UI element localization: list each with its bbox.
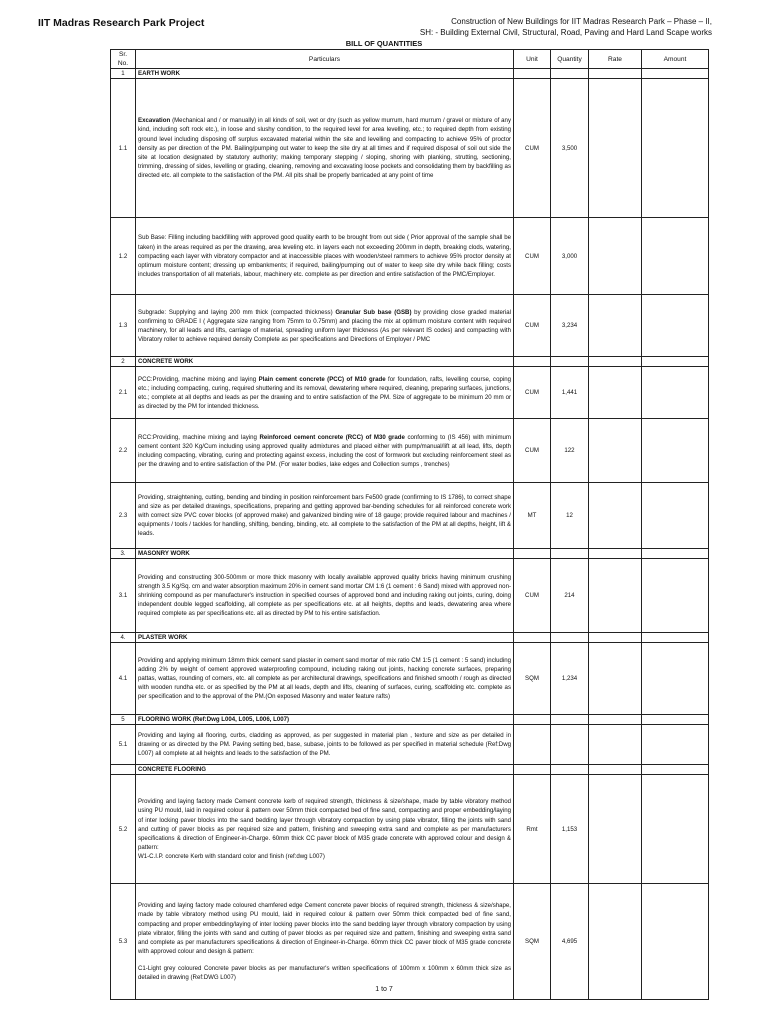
amount-cell <box>642 715 709 725</box>
item-subtype: C1-Light grey coloured Concrete paver blocks as per manufacturer's written specifications of 100mm x 100mm x 60mm thick size as detailed in drawing (Ref:DWG L007) <box>138 964 511 981</box>
item-number: 1.3 <box>111 295 136 357</box>
amount-cell <box>642 884 709 1000</box>
amount-cell <box>642 295 709 357</box>
section-row <box>111 357 709 367</box>
item-quantity: 122 <box>551 419 589 483</box>
item-number: 1.1 <box>111 79 136 218</box>
amount-cell <box>642 69 709 79</box>
rate-cell <box>589 765 642 775</box>
item-keyword: Granular Sub base (GSB) <box>335 308 412 316</box>
contract-line-2: SH: - Building External Civil, Structural, Road, Paving and Hard Land Scape works <box>419 28 712 37</box>
item-text: Providing and laying factory made coloured chamfered edge Cement concrete paver blocks of required strength, thickness & size/shape, made by table vibratory method using PU mould, laid in required colour & pattern over 50mm thick compacted bed of fine sand, compacting and proper embedding/laying of inter locking paver blocks into the sand bedding layer through vibratory compaction by using plate vibrator, filling the joints with sand and cutting of paver blocks as per required size and pattern, finishing and sweeping extra sand and complete as per manufacturers specifications & direction of Engineer-in-Charge. 60mm thick CC paver block of M35 grade concrete with approved colour and design & pattern: <box>138 902 511 955</box>
item-row <box>111 218 709 295</box>
boq-title: BILL OF QUANTITIES <box>345 39 423 48</box>
contract-description <box>292 16 712 38</box>
rate-cell <box>589 725 642 765</box>
item-number: 5.3 <box>111 884 136 1000</box>
item-description <box>136 218 514 295</box>
item-description <box>136 367 514 419</box>
section-number: 1 <box>111 69 136 79</box>
item-text: Filling including backfilling with approved good quality earth to be brought from out side ( Prior approval of the sample shall be taken) in the areas required as per the drawing, area leveling etc. in layers each not exceeding 200mm in depth, breaking clods, watering, compacting each layer with vibratory compactor and at inaccessible places with wooden/steel rammers to achieve 95% proctor density at optimum moisture content; dressing up embankments; if required, bailing/pumping out of water to keep site dry while back filling; costs includes transportation of all materials, labour, machinery etc. complete as per direction and entire satisfaction of the PMC/Employer. <box>138 234 511 278</box>
section-title: CONCRETE WORK <box>136 357 514 367</box>
rate-cell <box>589 643 642 715</box>
amount-cell <box>642 367 709 419</box>
item-description <box>136 419 514 483</box>
item-unit: CUM <box>514 559 551 633</box>
item-unit: CUM <box>514 79 551 218</box>
section-row <box>111 715 709 725</box>
item-unit: CUM <box>514 367 551 419</box>
item-keyword: Sub Base: <box>138 234 167 242</box>
rate-cell <box>589 483 642 549</box>
amount-cell <box>642 633 709 643</box>
item-unit: CUM <box>514 419 551 483</box>
item-row <box>111 884 709 1000</box>
item-unit: Rmt <box>514 775 551 884</box>
rate-cell <box>589 69 642 79</box>
rate-cell <box>589 884 642 1000</box>
section-title: CONCRETE FLOORING <box>136 765 514 775</box>
item-quantity: 1,153 <box>551 775 589 884</box>
col-header-amount: Amount <box>642 50 709 69</box>
amount-cell <box>642 725 709 765</box>
item-unit: MT <box>514 483 551 549</box>
project-title: IIT Madras Research Park Project <box>38 17 205 29</box>
item-unit: CUM <box>514 295 551 357</box>
section-number <box>111 765 136 775</box>
item-prefix: RCC:Providing, machine mixing and laying <box>138 433 260 441</box>
item-quantity: 3,000 <box>551 218 589 295</box>
item-description: Providing, straightening, cutting, bending and binding in position reinforcement bars Fe500 grade (confirming to IS 1786), to correct shape and size as per detailed drawings, specifications, preparing and getting approved bar-bending schedules for all reinforced concrete work with correct size PVC cover blocks (of approved make) and galvanized binding wire of 18 gauge; provide required labour and machines / equipments / tools / tackles for handling, shifting, bending, binding, etc. all complete to the satisfaction of the PM at all depths, height, lift & leads. <box>136 483 514 549</box>
item-unit <box>514 725 551 765</box>
item-quantity <box>551 725 589 765</box>
section-number: 2 <box>111 357 136 367</box>
boq-table <box>110 49 709 1000</box>
rate-cell <box>589 549 642 559</box>
section-title: MASONRY WORK <box>136 549 514 559</box>
item-row <box>111 419 709 483</box>
item-quantity: 214 <box>551 559 589 633</box>
item-description: Providing and constructing 300-500mm or more thick masonry with locally available approved quality bricks having minimum crushing strength 3.5 Kg/Sq. cm and water absorption maximum 20% in cement sand mortar CM 1:6 (1 cement : 6 Sand) mixed with approved non-shrinking compound as per manufacturer's instruction in specified courses of approved bond and including raking out joints, curing, doing independent double legged scaffolding, all complete as per specifications etc. at all heights, depths and leads, dewatering area where required complete as per specifications etc. all as directed by PM to his entire satisfaction. <box>136 559 514 633</box>
section-title: EARTH WORK <box>136 69 514 79</box>
item-row <box>111 79 709 218</box>
amount-cell <box>642 483 709 549</box>
item-keyword: Excavation <box>138 117 171 125</box>
col-header-particulars: Particulars <box>136 50 514 69</box>
col-header-rate: Rate <box>589 50 642 69</box>
section-row <box>111 549 709 559</box>
item-unit: SQM <box>514 884 551 1000</box>
item-text: (Mechanical and / or manually) in all kinds of soil, wet or dry (such as yellow murrum, hard murrum / gravel or mixture of any kind, including soft rock etc.), in loose and slushy condition, to the required level for area levelling, etc.; to required depth from existing ground level including disposing off surplus excavated material within the site and levelling and compacting to achieve 95% of proctor density as per direction of the PM. Bailing/pumping out water to keep the site dry at all times and if required disposal of soil out side the site at location designated by statutory authority; making temporary stepping / sloping, shoring with planking, strutting, sectioning, trimming, dressing of sides, levelling or grading, cleaning, removing and excavating loose pockets and consolidating them by backfilling as directed etc. all complete to the satisfaction of the PM. All pits shall be properly barricaded at any point of time <box>138 117 511 179</box>
item-prefix: PCC:Providing, machine mixing and laying <box>138 375 259 383</box>
section-row <box>111 765 709 775</box>
section-row <box>111 633 709 643</box>
rate-cell <box>589 419 642 483</box>
rate-cell <box>589 357 642 367</box>
amount-cell <box>642 79 709 218</box>
item-keyword: Plain cement concrete (PCC) of M10 grade <box>258 375 386 383</box>
col-header-unit: Unit <box>514 50 551 69</box>
section-row <box>111 69 709 79</box>
item-quantity: 3,234 <box>551 295 589 357</box>
amount-cell <box>642 559 709 633</box>
item-description <box>136 79 514 218</box>
item-number: 5.2 <box>111 775 136 884</box>
item-quantity: 1,441 <box>551 367 589 419</box>
section-number: 5 <box>111 715 136 725</box>
item-number: 2.2 <box>111 419 136 483</box>
item-number: 3.1 <box>111 559 136 633</box>
boq-body <box>111 69 709 1000</box>
rate-cell <box>589 559 642 633</box>
rate-cell <box>589 715 642 725</box>
section-number: 4. <box>111 633 136 643</box>
amount-cell <box>642 765 709 775</box>
item-row <box>111 367 709 419</box>
item-unit: SQM <box>514 643 551 715</box>
item-row <box>111 725 709 765</box>
item-quantity: 4,695 <box>551 884 589 1000</box>
item-number: 4.1 <box>111 643 136 715</box>
section-number: 3. <box>111 549 136 559</box>
page-number: 1 to 7 <box>375 986 393 993</box>
amount-cell <box>642 643 709 715</box>
item-number: 5.1 <box>111 725 136 765</box>
item-description <box>136 775 514 884</box>
item-subtype: W1-C.I.P. concrete Kerb with standard color and finish (ref:dwg L007) <box>138 852 325 860</box>
item-row <box>111 559 709 633</box>
item-keyword: Reinforced cement concrete (RCC) of M30 grade <box>259 433 405 441</box>
item-quantity: 1,234 <box>551 643 589 715</box>
item-description <box>136 884 514 1000</box>
rate-cell <box>589 79 642 218</box>
rate-cell <box>589 295 642 357</box>
item-description: Providing and laying all flooring, curbs, cladding as approved, as per suggested in material plan , texture and size as per detailed in drawing or as directed by the PM. Paving setting bed, base, subase, joints to be followed as per specified in material schedule (Ref:Dwg L007) all complete at all heights and leads to the satisfaction of the PM. <box>136 725 514 765</box>
item-unit: CUM <box>514 218 551 295</box>
amount-cell <box>642 218 709 295</box>
rate-cell <box>589 633 642 643</box>
rate-cell <box>589 367 642 419</box>
amount-cell <box>642 419 709 483</box>
item-row <box>111 775 709 884</box>
item-text: for foundation, rafts, levelling course, coping etc.; including compacting, curing, required shuttering and its removal, dewatering where required, cleaning, preparing surfaces, junctions, etc.; complete at all depths and leads as per the drawing and to entire satisfaction of the PM. Size of aggregate to be minimum 20 mm or as directed by the PM for intended thickness. <box>138 375 511 410</box>
item-text: Providing and laying factory made Cement concrete kerb of required strength, thickness & size/shape, made by table vibratory method using PU mould, laid in required colour & pattern over 50mm thick compacted bed of fine sand, compacting and proper embedding/laying of inter locking paver blocks into the sand bedding layer through vibratory compaction by using plate vibrator, filling the joints with sand and cutting of paver blocks as per required size and pattern, finishing and sweeping extra sand and complete as per manufacturers specifications & direction of Engineer-in-Charge. 60mm thick CC paver block of M35 grade concrete with approved colour and design & pattern: <box>138 798 511 851</box>
item-description <box>136 295 514 357</box>
col-header-sr: Sr. No. <box>111 50 136 69</box>
item-quantity: 12 <box>551 483 589 549</box>
rate-cell <box>589 218 642 295</box>
item-text: by providing close graded material confirming to GRADE I ( Aggregate size ranging from 75mm to 0.75mm) and placing the mix at optimum moisture content with required machinery, for all leads and lifts, carriage of material, spreading uniform layer thickness (As per relevant IS codes) and compacting with Vibratory roller to achieve required density Complete as per specifications and Directions of Employer / PMC <box>138 308 511 343</box>
item-row <box>111 483 709 549</box>
section-title: PLASTER WORK <box>136 633 514 643</box>
item-row <box>111 643 709 715</box>
amount-cell <box>642 775 709 884</box>
amount-cell <box>642 549 709 559</box>
item-number: 2.3 <box>111 483 136 549</box>
item-description: Providing and applying minimum 18mm thick cement sand plaster in cement sand mortar of mix ratio CM 1:5 (1 cement : 5 sand) including adding 2% by weight of cement approved waterproofing compound, including raking out joints, hacking concrete surfaces, preparing pattas, wattas, rounding of corners, etc. all complete as per architectural drawings, specifications and finished smooth / rough as directed with wooden rundha etc. or as specified by the PM at all leads, depth and lifts, cleaning of surfaces, curing, scaffolding etc. complete as per specification and to the approval of the PM.(On exposed Masonry and water feature rafts) <box>136 643 514 715</box>
item-quantity: 3,500 <box>551 79 589 218</box>
amount-cell <box>642 357 709 367</box>
item-row <box>111 295 709 357</box>
item-number: 1.2 <box>111 218 136 295</box>
rate-cell <box>589 775 642 884</box>
table-header-row <box>111 50 709 69</box>
item-text: conforming to (IS 456) with minimum cement content 320 Kg/Cum including using approved quality admixtures and placed either with pump/manual/lift at all lead, lifts, depth including compacting, vibrating, curing and protecting against excess, including the cost of formwork but excluding reinforcement steel as per the drawing and to entire satisfaction of the PM. (For water bodies, lake edges and Collection sumps , trenches) <box>138 433 511 468</box>
item-number: 2.1 <box>111 367 136 419</box>
col-header-quantity: Quantity <box>551 50 589 69</box>
section-title: FLOORING WORK (Ref:Dwg L004, L005, L006, L007) <box>136 715 514 725</box>
item-prefix: Subgrade: Supplying and laying 200 mm thick (compacted thickness) <box>138 308 336 316</box>
contract-line-1: Construction of New Buildings for IIT Madras Research Park – Phase – II, <box>451 17 712 26</box>
